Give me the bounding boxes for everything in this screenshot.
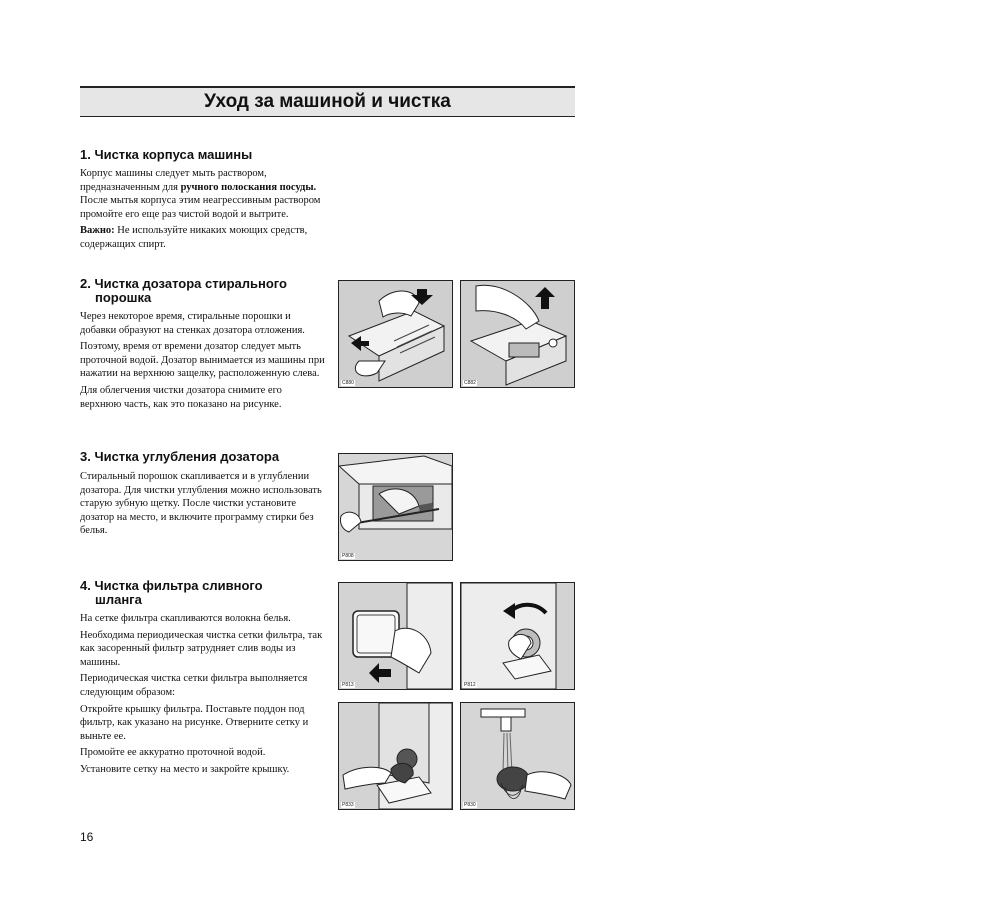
recess-cleaning-illustration xyxy=(339,454,452,560)
section-4-paragraph-4: Откройте крышку фильтра. Поставьте поддон под фильтр, как указано на рисунке. Отверните сетку и выньте ее. xyxy=(80,703,309,742)
filter-rinse-figure xyxy=(460,702,575,810)
section-2-paragraph-2: Поэтому, время от времени дозатор следует мыть проточной водой. Дозатор вынимается из машины при нажатии на верхнюю защелку, расположенную слева. xyxy=(80,341,325,380)
page-number: 16 xyxy=(80,830,94,844)
section-2-heading: 2. Чистка дозатора стирального порошка xyxy=(80,276,287,305)
figure-code: P813 xyxy=(342,682,354,688)
section-1-paragraph-1: Корпус машины следует мыть раствором, предназначенным для ручного полоскания посуды. После мытья корпуса этим неагрессивным раствором промойте его еще раз чистой водой и вытрите. xyxy=(80,168,321,220)
filter-tray-figure xyxy=(338,702,453,810)
dispenser-removal-illustration xyxy=(339,281,452,387)
section-3-body xyxy=(80,470,325,541)
section-2-body xyxy=(80,310,325,414)
filter-cover-figure xyxy=(338,582,453,690)
filter-unscrew-figure xyxy=(460,582,575,690)
section-2-paragraph-3: Для облегчения чистки дозатора снимите его верхнюю часть, как это показано на рисунке. xyxy=(80,384,282,410)
section-1-paragraph-2: Важно: Не используйте никаких моющих средств, содержащих спирт. xyxy=(80,225,308,250)
figure-code: C880 xyxy=(342,380,354,386)
page-title: Уход за машиной и чистка xyxy=(80,86,575,117)
recess-cleaning-figure xyxy=(338,453,453,561)
section-4-paragraph-3: Периодическая чистка сетки фильтра выполняется следующим образом: xyxy=(80,673,308,698)
section-3-heading: 3. Чистка углубления дозатора xyxy=(80,449,280,464)
dispenser-top-illustration xyxy=(461,281,574,387)
figure-code: P812 xyxy=(464,682,476,688)
section-1-body xyxy=(80,167,325,255)
figure-code: P808 xyxy=(342,553,354,559)
section-2-paragraph-1: Через некоторое время, стиральные порошки и добавки образуют на стенках дозатора отложения. xyxy=(80,311,305,336)
filter-cover-illustration xyxy=(339,583,452,689)
section-1-heading: 1. Чистка корпуса машины xyxy=(80,147,253,162)
section-4-paragraph-6: Установите сетку на место и закройте крышку. xyxy=(80,763,290,775)
dispenser-removal-figure xyxy=(338,280,453,388)
figure-code: P833 xyxy=(342,802,354,808)
section-4-paragraph-2: Необходима периодическая чистка сетки фильтра, так как засоренный фильтр затрудняет слив воды из машины. xyxy=(80,629,323,668)
filter-unscrew-illustration xyxy=(461,583,574,689)
section-4-paragraph-5: Промойте ее аккуратно проточной водой. xyxy=(80,747,266,759)
section-4-paragraph-1: На сетке фильтра скапливаются волокна белья. xyxy=(80,613,291,624)
dispenser-top-figure xyxy=(460,280,575,388)
figure-code: P830 xyxy=(464,802,476,808)
section-4-body xyxy=(80,612,325,780)
figure-code: C882 xyxy=(464,380,476,386)
section-4-heading: 4. Чистка фильтра сливного шланга xyxy=(80,578,263,607)
filter-tray-illustration xyxy=(339,703,452,809)
filter-rinse-illustration xyxy=(461,703,574,809)
section-3-paragraph-1: Стиральный порошок скапливается и в углублении дозатора. Для чистки углубления можно использовать старую зубную щетку. После чистки установите дозатор на место, и включите программу стирки без белья. xyxy=(80,471,322,537)
